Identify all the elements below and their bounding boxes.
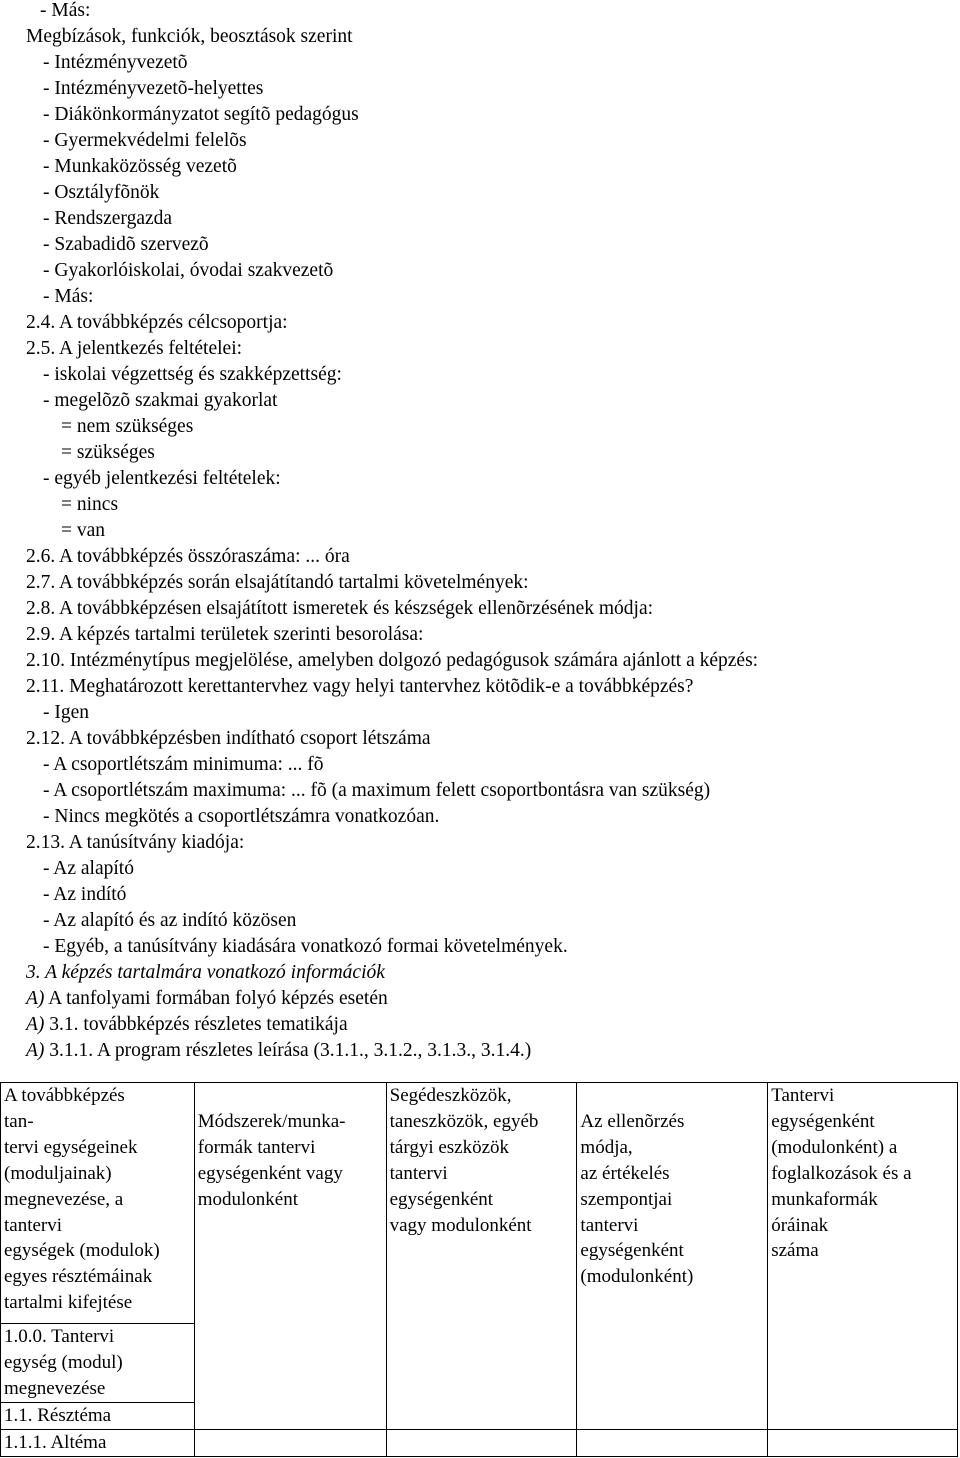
text-line: - Intézményvezetõ — [43, 52, 188, 73]
header-cell-assessment: Az ellenõrzés módja, az értékelés szempontjai tantervi egységenként (modulonként) — [577, 1083, 768, 1430]
table-cell-subtopic: 1.1. Résztéma — [1, 1403, 195, 1430]
a-marker: A) — [26, 1014, 45, 1035]
text-line: = nem szükséges — [61, 416, 194, 437]
text-line: - Az alapító — [43, 858, 134, 879]
section-3-text: 3.1.1. A program részletes leírása (3.1.1., 3.1.2., 3.1.3., 3.1.4.) — [49, 1040, 532, 1061]
section-heading: 2.13. A tanúsítvány kiadója: — [26, 832, 245, 853]
section-3-title: 3. A képzés tartalmára vonatkozó információk — [26, 962, 385, 983]
text-line: - Az alapító és az indító közösen — [43, 910, 297, 931]
a-marker: A) — [26, 1040, 45, 1061]
text-line: - Nincs megkötés a csoportlétszámra vonatkozóan. — [43, 806, 440, 827]
table-cell-empty — [386, 1429, 577, 1456]
header-cell-hours: Tantervi egységenként (modulonként) a foglalkozások és a munkaformák óráinak száma — [768, 1083, 958, 1430]
table-cell-module: 1.0.0. Tantervi egység (modul) megnevezése — [1, 1324, 195, 1403]
text-line: - Gyermekvédelmi felelõs — [43, 130, 247, 151]
section-heading: 2.12. A továbbképzésben indítható csoport létszáma — [26, 728, 431, 749]
section-heading: 2.7. A továbbképzés során elsajátítandó tartalmi követelmények: — [26, 572, 529, 593]
text-line: - megelõzõ szakmai gyakorlat — [43, 390, 278, 411]
header-cell-units: A továbbképzés tan- tervi egységeinek (moduljainak) megnevezése, a tantervi egységek (modulok) egyes résztémáinak tartalmi kifejtése — [1, 1083, 195, 1324]
text-line: = van — [61, 520, 106, 541]
section-heading: 2.6. A továbbképzés összóraszáma: ... óra — [26, 546, 350, 567]
section-3-line — [26, 986, 388, 1012]
text-line: - A csoportlétszám minimuma: ... fõ — [43, 754, 324, 775]
section-heading: 2.10. Intézménytípus megjelölése, amelyben dolgozó pedagógusok számára ajánlott a képzés: — [26, 650, 759, 671]
text-line: - egyéb jelentkezési feltételek: — [43, 468, 281, 489]
text-line: - Osztályfõnök — [43, 182, 160, 203]
text-line: - Gyakorlóiskolai, óvodai szakvezetõ — [43, 260, 334, 281]
a-marker: A) — [26, 988, 45, 1009]
section-3-line — [26, 1038, 531, 1064]
table-header-row — [1, 1083, 958, 1324]
section-heading: 2.9. A képzés tartalmi területek szerinti besorolása: — [26, 624, 424, 645]
section-3-text: A tanfolyami formában folyó képzés esetén — [48, 988, 388, 1009]
text-line: - Más: — [43, 286, 94, 307]
text-line: - Más: — [40, 0, 91, 21]
text-line: Megbízások, funkciók, beosztások szerint — [26, 26, 353, 47]
section-3-text: 3.1. továbbképzés részletes tematikája — [49, 1014, 348, 1035]
text-line: - Intézményvezetõ-helyettes — [43, 78, 264, 99]
section-heading: 2.8. A továbbképzésen elsajátított ismeretek és készségek ellenõrzésének módja: — [26, 598, 654, 619]
section-heading: 2.11. Meghatározott kerettantervhez vagy helyi tantervhez kötõdik-e a továbbképzés? — [26, 676, 694, 697]
text-line: - Egyéb, a tanúsítvány kiadására vonatkozó formai követelmények. — [43, 936, 568, 957]
table-row — [1, 1429, 958, 1456]
curriculum-table — [0, 1082, 958, 1457]
section-3-line — [26, 1012, 348, 1038]
text-line: = szükséges — [61, 442, 155, 463]
section-heading: 2.4. A továbbképzés célcsoportja: — [26, 312, 288, 333]
text-line: - Diákönkormányzatot segítõ pedagógus — [43, 104, 359, 125]
header-cell-tools: Segédeszközök, taneszközök, egyéb tárgyi eszközök tantervi egységenként vagy modulonként — [386, 1083, 577, 1430]
text-line: - Igen — [43, 702, 90, 723]
text-line: - iskolai végzettség és szakképzettség: — [43, 364, 342, 385]
text-line: - A csoportlétszám maximuma: ... fõ (a maximum felett csoportbontásra van szükség) — [43, 780, 711, 801]
text-line: - Rendszergazda — [43, 208, 173, 229]
header-cell-methods: Módszerek/munka- formák tantervi egységenként vagy modulonként — [194, 1083, 386, 1430]
table-cell-empty — [577, 1429, 768, 1456]
section-heading: 2.5. A jelentkezés feltételei: — [26, 338, 243, 359]
table-cell-empty — [194, 1429, 386, 1456]
table-cell-empty — [768, 1429, 958, 1456]
text-line: = nincs — [61, 494, 119, 515]
text-line: - Szabadidõ szervezõ — [43, 234, 209, 255]
text-line: - Munkaközösség vezetõ — [43, 156, 237, 177]
text-line: - Az indító — [43, 884, 127, 905]
table-cell-subsubtopic: 1.1.1. Altéma — [1, 1429, 195, 1456]
